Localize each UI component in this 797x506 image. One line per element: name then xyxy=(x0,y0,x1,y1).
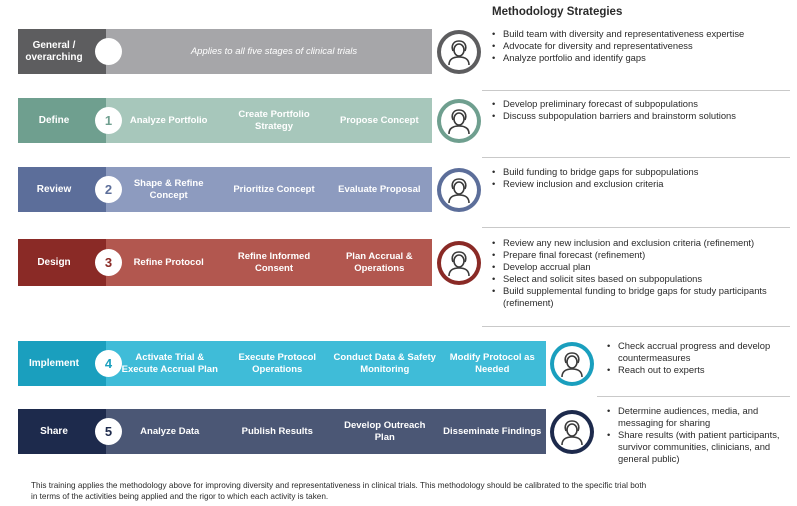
strategy-item: • Prepare final forecast (refinement) xyxy=(492,249,792,261)
stage-band xyxy=(106,29,432,74)
stage-band xyxy=(106,167,432,212)
stage-note: Applies to all five stages of clinical trials xyxy=(190,46,358,57)
strategy-item: • Develop preliminary forecast of subpopulations xyxy=(492,98,782,110)
stage-step: Propose Concept xyxy=(339,114,419,126)
stage-step: Disseminate Findings xyxy=(443,425,542,437)
stage-row-design xyxy=(18,239,432,286)
stage-step: Plan Accrual & Operations xyxy=(345,251,413,274)
strategy-item: • Select and solicit sites based on subpopulations xyxy=(492,273,792,285)
stage-label: Share xyxy=(18,409,106,454)
stage-step: Modify Protocol as Needed xyxy=(449,352,535,375)
stage-number-badge: 5 xyxy=(95,418,122,445)
stage-step: Conduct Data & Safety Monitoring xyxy=(333,352,436,375)
strategy-list xyxy=(492,166,782,190)
section-divider xyxy=(482,326,790,327)
stage-step: Evaluate Proposal xyxy=(338,183,421,195)
section-divider xyxy=(482,227,790,228)
strategy-item: • Review inclusion and exclusion criteria xyxy=(492,178,782,190)
strategy-item: • Check accrual progress and develop countermeasures xyxy=(607,340,787,364)
stage-label: General / overarching xyxy=(18,29,106,74)
stage-row-share xyxy=(18,409,546,454)
strategy-item: • Discuss subpopulation barriers and brainstorm solutions xyxy=(492,110,782,122)
strategy-list xyxy=(607,405,792,465)
strategy-list xyxy=(492,237,792,309)
stage-band xyxy=(106,239,432,286)
strategy-item: • Reach out to experts xyxy=(607,364,787,376)
person-icon xyxy=(437,30,481,74)
stage-step: Develop Outreach Plan xyxy=(344,420,426,443)
stage-band xyxy=(106,341,546,386)
person-icon xyxy=(437,241,481,285)
stage-row-implement xyxy=(18,341,546,386)
stage-label: Define xyxy=(18,98,106,143)
stage-step: Analyze Data xyxy=(140,425,200,437)
stage-label: Implement xyxy=(18,341,106,386)
strategy-item: • Review any new inclusion and exclusion criteria (refinement) xyxy=(492,237,792,249)
section-divider xyxy=(597,396,790,397)
stage-number-badge: 4 xyxy=(95,350,122,377)
stage-step: Analyze Portfolio xyxy=(129,114,208,126)
stage-label: Design xyxy=(18,239,106,286)
stage-step: Refine Informed Consent xyxy=(237,251,311,274)
stage-label: Review xyxy=(18,167,106,212)
stage-step: Refine Protocol xyxy=(133,256,204,268)
strategy-list xyxy=(607,340,787,376)
stage-step: Create Portfolio Strategy xyxy=(238,109,310,132)
stage-step: Publish Results xyxy=(241,425,313,437)
strategy-item: • Determine audiences, media, and messaging for sharing xyxy=(607,405,792,429)
strategy-list xyxy=(492,98,782,122)
stage-row-general xyxy=(18,29,432,74)
stage-band xyxy=(106,409,546,454)
person-icon xyxy=(550,342,594,386)
strategy-item: • Develop accrual plan xyxy=(492,261,792,273)
strategy-list xyxy=(492,28,782,64)
stage-number-badge: 1 xyxy=(95,107,122,134)
strategy-item: • Build funding to bridge gaps for subpopulations xyxy=(492,166,782,178)
strategy-item: • Share results (with patient participants, survivor communities, clinicians, and general public) xyxy=(607,429,792,465)
person-icon xyxy=(437,168,481,212)
section-divider xyxy=(482,90,790,91)
stage-step: Execute Protocol Operations xyxy=(238,352,317,375)
stage-row-review xyxy=(18,167,432,212)
person-icon xyxy=(550,410,594,454)
strategy-item: • Analyze portfolio and identify gaps xyxy=(492,52,782,64)
person-icon xyxy=(437,99,481,143)
stage-number-badge: 3 xyxy=(95,249,122,276)
stage-band xyxy=(106,98,432,143)
stage-step: Activate Trial & Execute Accrual Plan xyxy=(121,352,218,375)
strategy-item: • Build team with diversity and representativeness expertise xyxy=(492,28,782,40)
footnote: This training applies the methodology above for improving diversity and representativeness in clinical trials. This methodology should be calibrated to the specific trial both in terms of the activities being applied and the rigor to which each activity is taken. xyxy=(31,481,647,501)
stage-step: Shape & Refine Concept xyxy=(133,178,204,201)
strategies-heading: Methodology Strategies xyxy=(492,6,623,18)
stage-number-badge xyxy=(95,38,122,65)
strategy-item: • Advocate for diversity and representativeness xyxy=(492,40,782,52)
stage-number-badge: 2 xyxy=(95,176,122,203)
strategy-item: • Build supplemental funding to bridge gaps for study participants (refinement) xyxy=(492,285,792,309)
stage-row-define xyxy=(18,98,432,143)
section-divider xyxy=(482,157,790,158)
stage-step: Prioritize Concept xyxy=(233,183,315,195)
